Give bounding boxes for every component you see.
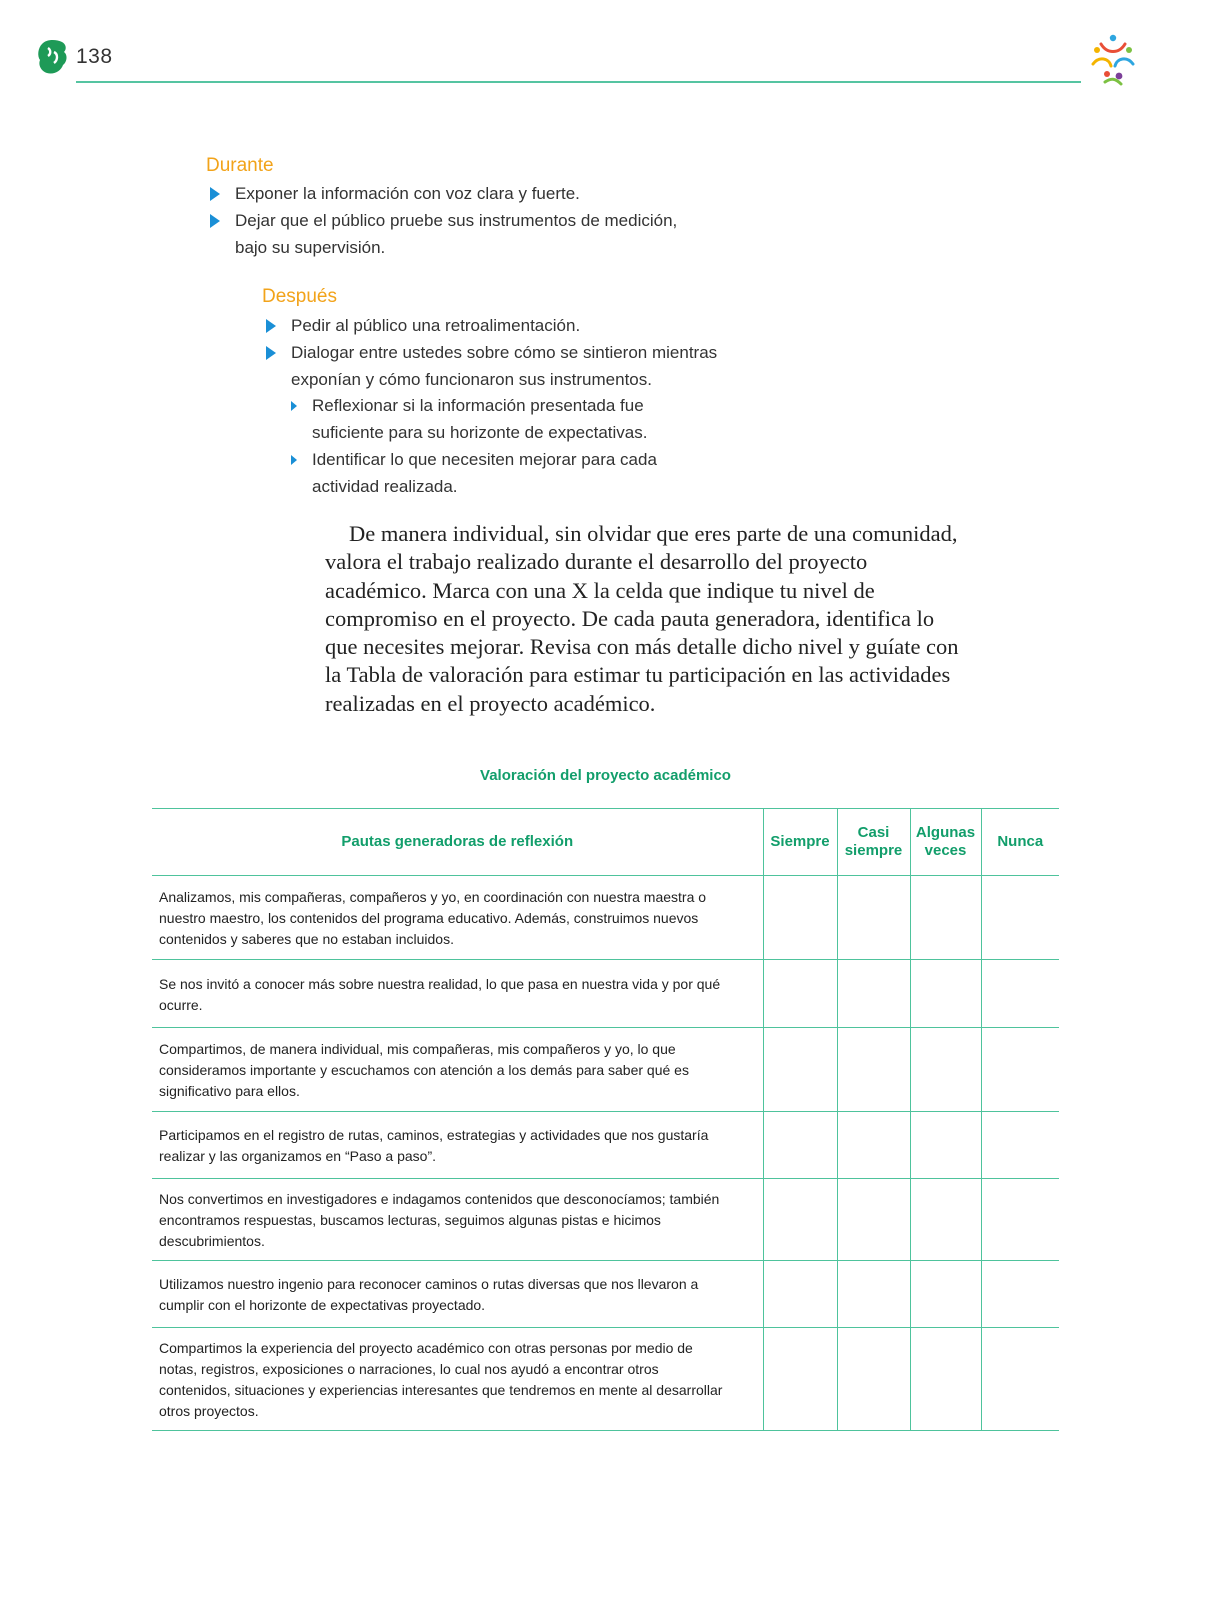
criterion-text: Compartimos la experiencia del proyecto académico con otras personas por medio de notas, registros, exposiciones o narraciones, lo cual nos ayudó a encontrar otros contenidos, situaciones y experiencias interesantes que tendremos en mente al desarrollar otros proyectos.: [152, 1328, 763, 1431]
list-item: Dialogar entre ustedes sobre cómo se sintieron mientras exponían y cómo funcionaron sus instrumentos.: [262, 339, 752, 393]
list-item: Dejar que el público pruebe sus instrumentos de medición, bajo su supervisión.: [206, 207, 706, 261]
bullet-triangle-icon: [210, 187, 220, 201]
table-row: [152, 1112, 1059, 1179]
table-row: [152, 960, 1059, 1028]
bullet-triangle-icon: [266, 319, 276, 333]
cell-casi-siempre[interactable]: [837, 1028, 910, 1112]
cell-casi-siempre[interactable]: [837, 960, 910, 1028]
table-header-row: [152, 809, 1059, 876]
table-row: [152, 876, 1059, 960]
cell-casi-siempre[interactable]: [837, 1261, 910, 1328]
sub-list-item: Reflexionar si la información presentada fue suficiente para su horizonte de expectativas.: [290, 392, 675, 446]
header-nunca: Nunca: [981, 809, 1059, 876]
cell-nunca[interactable]: [981, 1179, 1059, 1261]
cell-algunas-veces[interactable]: [910, 1261, 981, 1328]
list-item: Exponer la información con voz clara y fuerte.: [206, 180, 706, 207]
cell-nunca[interactable]: [981, 960, 1059, 1028]
criterion-text: Utilizamos nuestro ingenio para reconocer caminos o rutas diversas que nos llevaron a cumplir con el horizonte de expectativas proyectado.: [152, 1261, 763, 1328]
criterion-text: Nos convertimos en investigadores e indagamos contenidos que desconocíamos; también encontramos respuestas, buscamos lecturas, seguimos algunas pistas e hicimos descubrimientos.: [152, 1179, 763, 1261]
cell-siempre[interactable]: [763, 1328, 837, 1431]
cell-algunas-veces[interactable]: [910, 1179, 981, 1261]
list-item: Pedir al público una retroalimentación.: [262, 312, 752, 339]
bullet-triangle-icon: [210, 214, 220, 228]
cell-casi-siempre[interactable]: [837, 1112, 910, 1179]
header-algunas-veces: Algunas veces: [910, 809, 981, 876]
cell-siempre[interactable]: [763, 960, 837, 1028]
bullet-triangle-icon: [266, 346, 276, 360]
cell-algunas-veces[interactable]: [910, 1328, 981, 1431]
despues-list: [262, 312, 752, 393]
page-number: 138: [76, 45, 113, 68]
book-logo-icon: [36, 38, 70, 76]
cell-nunca[interactable]: [981, 1028, 1059, 1112]
criterion-text: Se nos invitó a conocer más sobre nuestra realidad, lo que pasa en nuestra vida y por qué ocurre.: [152, 960, 763, 1028]
header-casi-siempre: Casi siempre: [837, 809, 910, 876]
cell-nunca[interactable]: [981, 876, 1059, 960]
durante-list: [206, 180, 706, 261]
cell-algunas-veces[interactable]: [910, 960, 981, 1028]
cell-nunca[interactable]: [981, 1261, 1059, 1328]
table-row: [152, 1261, 1059, 1328]
sub-list-item: Identificar lo que necesiten mejorar para cada actividad realizada.: [290, 446, 675, 500]
cell-siempre[interactable]: [763, 1028, 837, 1112]
despues-sublist: [290, 392, 675, 500]
cell-algunas-veces[interactable]: [910, 876, 981, 960]
header-siempre: Siempre: [763, 809, 837, 876]
bullet-triangle-icon: [291, 401, 297, 411]
criterion-text: Compartimos, de manera individual, mis compañeras, mis compañeros y yo, lo que consideramos importante y escuchamos con atención a los demás para saber qué es significativo para ellos.: [152, 1028, 763, 1112]
cell-algunas-veces[interactable]: [910, 1112, 981, 1179]
table-caption: Valoración del proyecto académico: [480, 767, 731, 784]
cell-nunca[interactable]: [981, 1328, 1059, 1431]
assessment-table: [152, 808, 1059, 1431]
table-row: [152, 1028, 1059, 1112]
instructions-paragraph: De manera individual, sin olvidar que eres parte de una comunidad, valora el trabajo realizado durante el desarrollo del proyecto académico. Marca con una X la celda que indique tu nivel de compromiso en el proyecto. De cada pauta generadora, identifica lo que necesites mejorar. Revisa con más detalle dicho nivel y guíate con la Tabla de valoración para estimar tu participación en las actividades realizadas en el proyecto académico.: [325, 521, 959, 716]
section-title-durante: Durante: [206, 155, 274, 176]
bullet-triangle-icon: [291, 455, 297, 465]
community-figures-icon: [1085, 32, 1141, 88]
criterion-text: Participamos en el registro de rutas, caminos, estrategias y actividades que nos gustaría realizar y las organizamos en “Paso a paso”.: [152, 1112, 763, 1179]
cell-siempre[interactable]: [763, 876, 837, 960]
cell-nunca[interactable]: [981, 1112, 1059, 1179]
cell-siempre[interactable]: [763, 1179, 837, 1261]
header-rule: [76, 81, 1081, 83]
cell-casi-siempre[interactable]: [837, 876, 910, 960]
cell-algunas-veces[interactable]: [910, 1028, 981, 1112]
table-row: [152, 1179, 1059, 1261]
header-criterion: Pautas generadoras de reflexión: [152, 809, 763, 876]
cell-casi-siempre[interactable]: [837, 1328, 910, 1431]
table-row: [152, 1328, 1059, 1431]
criterion-text: Analizamos, mis compañeras, compañeros y yo, en coordinación con nuestra maestra o nuestro maestro, los contenidos del programa educativo. Además, construimos nuevos contenidos y saberes que no estaban incluidos.: [152, 876, 763, 960]
cell-siempre[interactable]: [763, 1112, 837, 1179]
section-title-despues: Después: [262, 286, 337, 307]
cell-casi-siempre[interactable]: [837, 1179, 910, 1261]
cell-siempre[interactable]: [763, 1261, 837, 1328]
